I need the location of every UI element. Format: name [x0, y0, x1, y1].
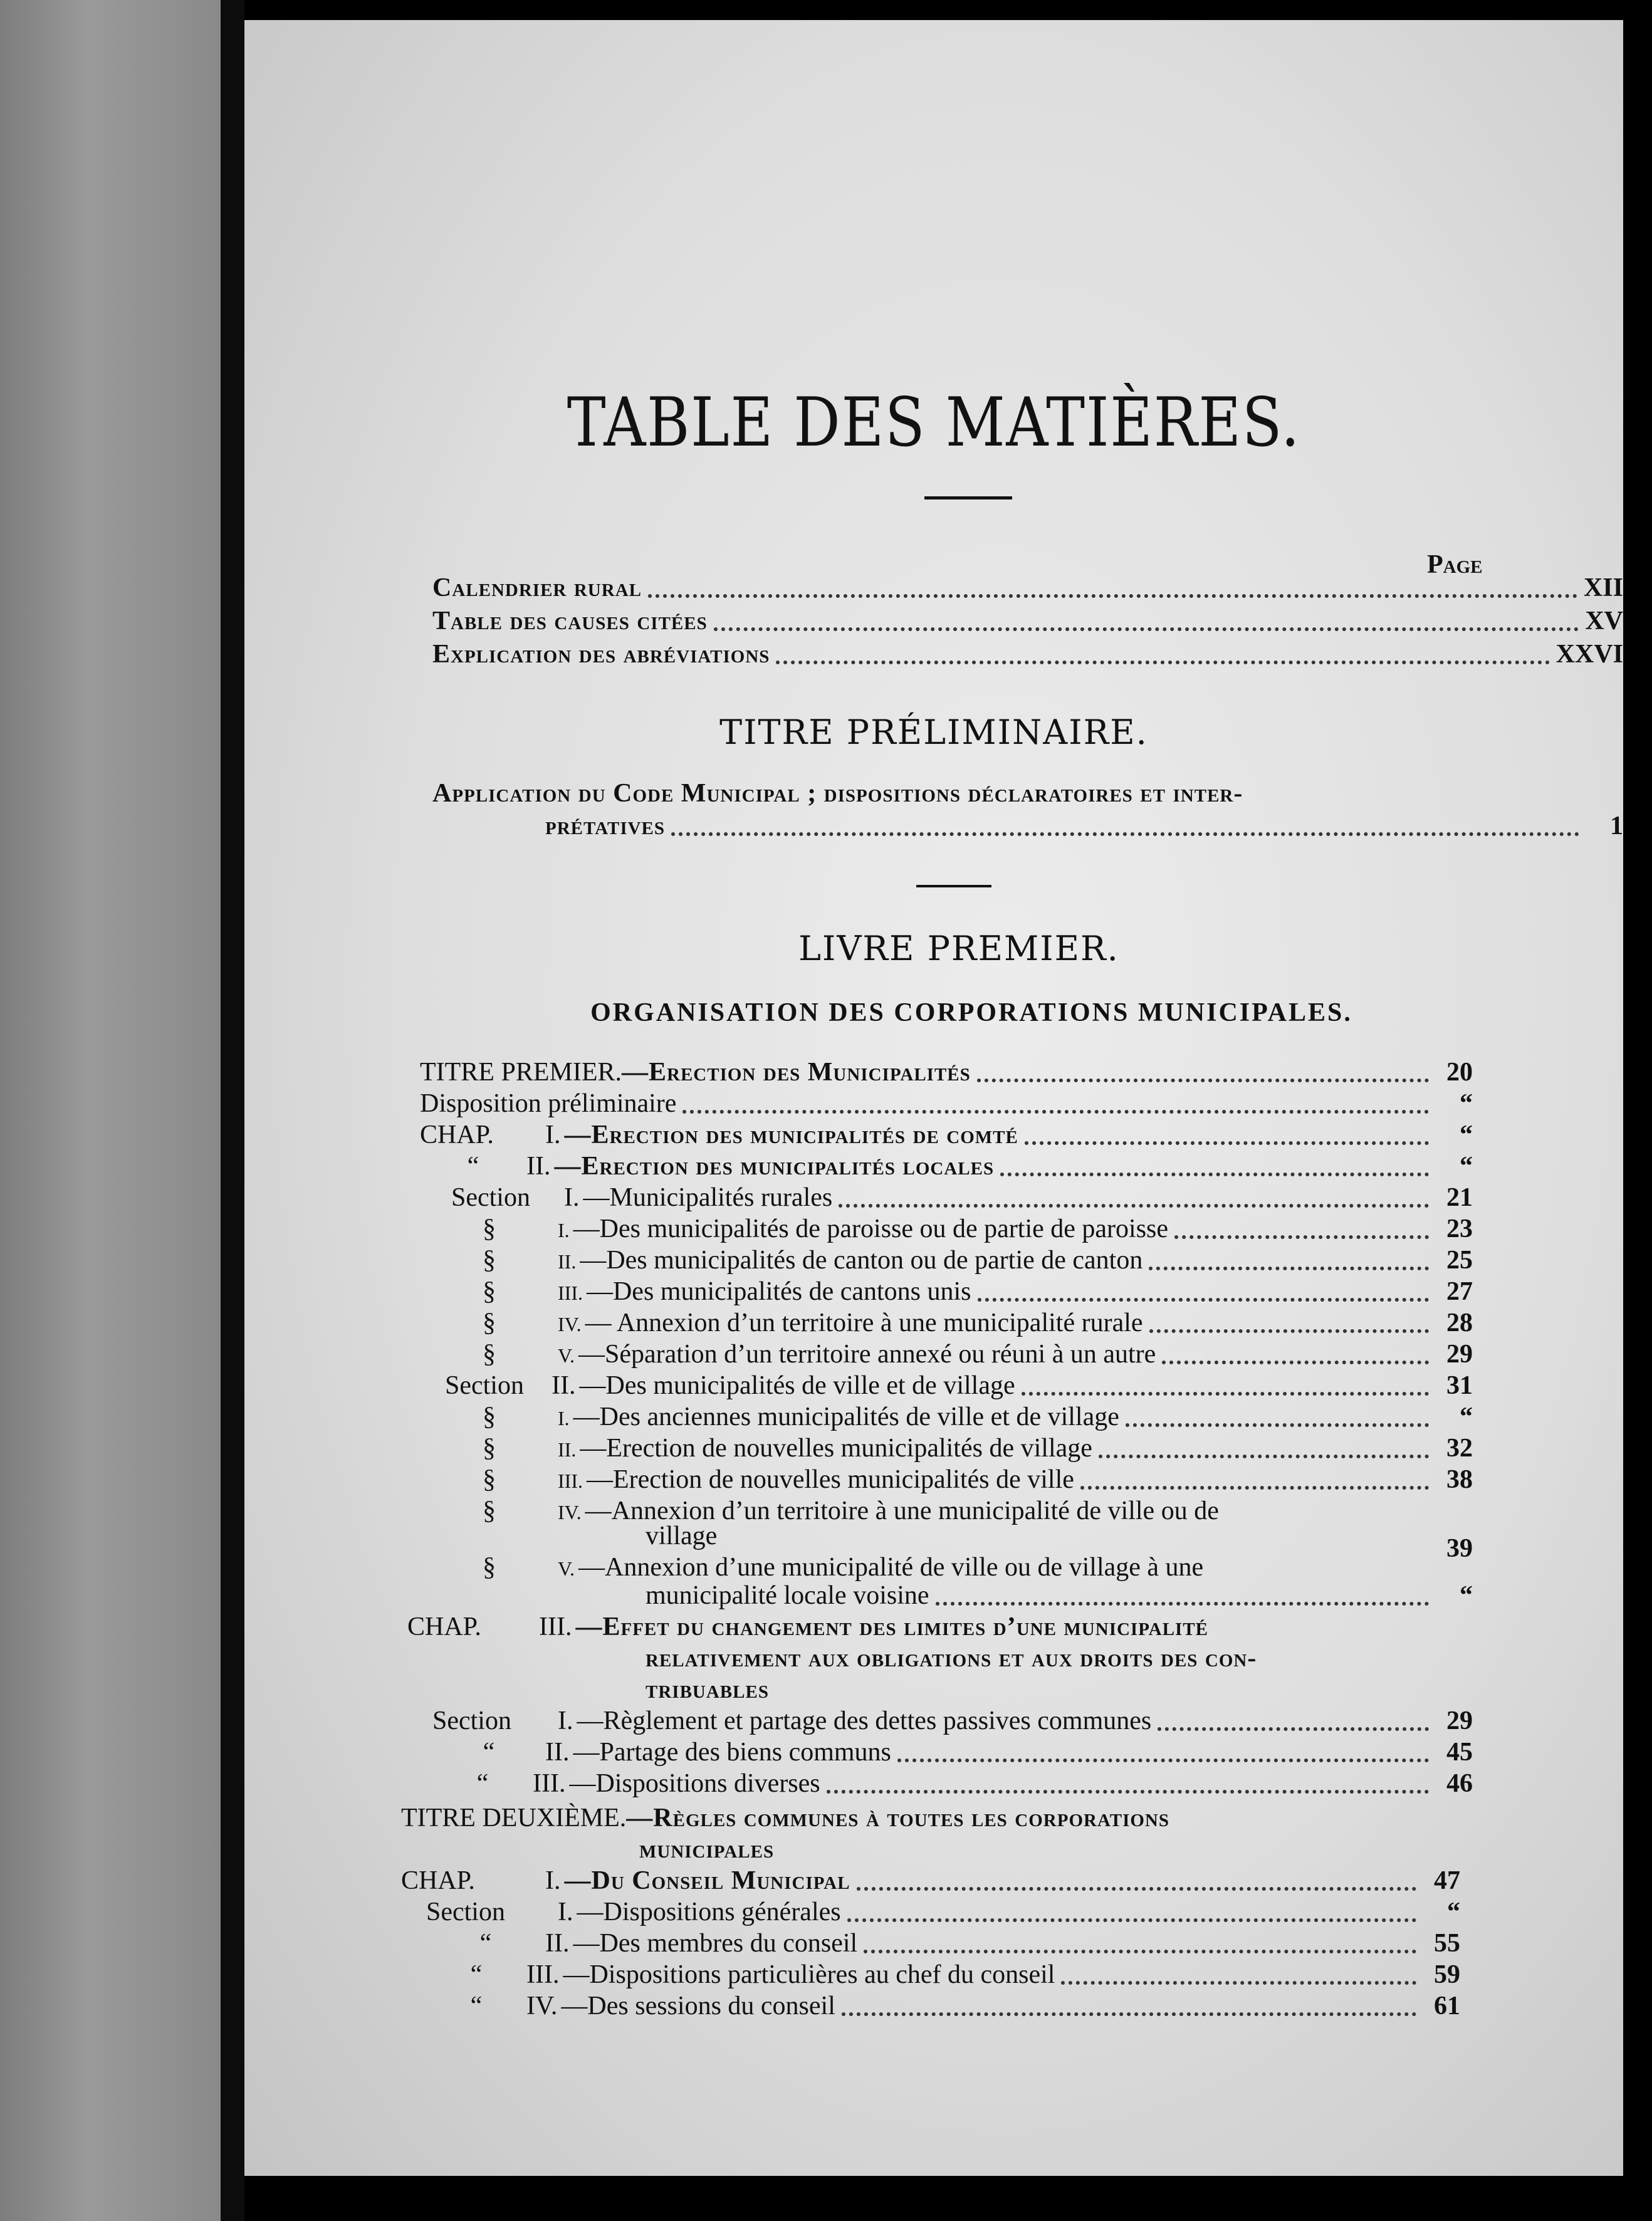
toc-paragraph-v-line1[interactable] — [483, 1552, 1203, 1582]
section-mark: § — [483, 1340, 496, 1369]
entry-text: —Des anciennes municipalités de ville et de village — [573, 1403, 1119, 1431]
toc-paragraph[interactable] — [483, 1277, 1473, 1308]
toc-paragraph-iv-line2: village — [646, 1522, 718, 1550]
entry-page: 39 — [1446, 1534, 1473, 1563]
entry-text: —Annexion d’un territoire à une municipalité de ville ou de — [585, 1497, 1219, 1525]
entry-text: —Effet du changement des limites d’une municipalité — [575, 1612, 1209, 1641]
toc-paragraph[interactable] — [483, 1245, 1473, 1277]
dot-leader — [1022, 1392, 1429, 1396]
dot-leader — [714, 627, 1579, 631]
entry-number: II. — [526, 1152, 551, 1181]
entry-text: —Erection des municipalités locales — [554, 1152, 995, 1181]
toc-paragraph-iv-line1[interactable] — [483, 1496, 1219, 1526]
page-title: TABLE DES MATIÈRES. — [567, 384, 1301, 462]
entry-label: prétatives — [545, 812, 666, 840]
dot-leader — [1158, 1727, 1429, 1731]
entry-page: 32 — [1446, 1434, 1473, 1463]
entry-label: Explication des abréviations — [432, 640, 770, 669]
entry-number: IV. — [558, 1313, 582, 1335]
dot-leader — [1174, 1235, 1429, 1239]
entry-page: XXVI — [1555, 640, 1623, 669]
entry-label: “ — [470, 1992, 483, 2020]
section-mark: § — [483, 1434, 496, 1463]
entry-text: —Partage des biens communs — [573, 1738, 891, 1767]
toc-entry-abreviations[interactable] — [432, 639, 1623, 671]
toc-paragraph[interactable] — [483, 1433, 1473, 1465]
entry-number: V. — [558, 1344, 575, 1367]
entry-label: “ — [476, 1769, 489, 1798]
entry-page: “ — [1460, 1581, 1473, 1610]
entry-page: 45 — [1446, 1738, 1473, 1767]
entry-page: 20 — [1446, 1058, 1473, 1087]
dot-leader — [839, 1204, 1429, 1208]
entry-text: —Dispositions générales — [577, 1898, 841, 1926]
section-mark: § — [483, 1553, 496, 1582]
dot-leader — [847, 1918, 1416, 1922]
section-mark: § — [483, 1497, 496, 1525]
entry-text: —Dispositions diverses — [569, 1769, 820, 1798]
entry-text: —Règlement et partage des dettes passives communes — [577, 1706, 1152, 1735]
section-rule — [916, 885, 991, 887]
entry-page: 46 — [1446, 1769, 1473, 1798]
entry-page: 21 — [1446, 1183, 1473, 1212]
dot-leader — [977, 1079, 1429, 1082]
dot-leader — [864, 1950, 1416, 1953]
toc-entry[interactable] — [426, 1960, 1460, 1991]
entry-number: II. — [558, 1438, 577, 1461]
entry-number: IV. — [526, 1992, 558, 2020]
livre-subheading: ORGANISATION DES CORPORATIONS MUNICIPALES. — [590, 998, 1352, 1027]
entry-number: III. — [533, 1769, 566, 1798]
entry-number: III. — [526, 1960, 560, 1989]
entry-page: 29 — [1446, 1706, 1473, 1735]
entry-text: —Des municipalités de paroisse ou de partie de paroisse — [573, 1215, 1169, 1243]
toc-entry-chap-1[interactable] — [420, 1120, 1473, 1151]
entry-number: III. — [558, 1470, 583, 1492]
titre-deuxieme-line2: municipales — [639, 1835, 775, 1864]
entry-text: —Séparation d’un territoire annexé ou réuni à un autre — [578, 1340, 1156, 1369]
dot-leader — [1149, 1267, 1429, 1270]
entry-page: “ — [1460, 1152, 1473, 1181]
entry-text: —Des sessions du conseil — [561, 1992, 835, 2020]
dot-leader — [1149, 1329, 1429, 1333]
entry-number: II. — [558, 1250, 577, 1273]
entry-label: TITRE DEUXIÈME. — [401, 1804, 627, 1832]
entry-text: —Des membres du conseil — [573, 1929, 858, 1958]
entry-text: —Erection de nouvelles municipalités de ville — [586, 1465, 1074, 1494]
dot-leader — [842, 2012, 1416, 2016]
toc-paragraph[interactable] — [483, 1308, 1473, 1339]
entry-text: —Des municipalités de canton ou de partie de canton — [580, 1246, 1143, 1275]
dot-leader — [978, 1298, 1429, 1302]
chap-3-line3: tribuables — [646, 1675, 769, 1704]
toc-entry-section-2[interactable] — [445, 1371, 1473, 1402]
entry-page: “ — [1460, 1403, 1473, 1431]
dot-leader — [1080, 1486, 1429, 1490]
toc-entry[interactable] — [432, 1737, 1473, 1769]
titre-preliminaire-heading: TITRE PRÉLIMINAIRE. — [719, 713, 1148, 752]
toc-entry-chap-conseil[interactable] — [401, 1866, 1460, 1897]
entry-text: —Des municipalités de ville et de village — [579, 1371, 1015, 1400]
entry-label: Section — [445, 1371, 524, 1400]
chap-3-line2: relativement aux obligations et aux droits des con- — [646, 1644, 1257, 1673]
entry-text: —Dispositions particulières au chef du conseil — [563, 1960, 1055, 1989]
entry-label: “ — [479, 1929, 492, 1958]
document-page — [244, 20, 1623, 2176]
entry-text: —Erection de nouvelles municipalités de village — [580, 1434, 1092, 1463]
section-mark: § — [483, 1403, 496, 1431]
entry-page: 55 — [1434, 1929, 1460, 1958]
entry-text: municipalité locale voisine — [646, 1581, 929, 1610]
toc-entry-titre-deuxieme[interactable] — [401, 1803, 1169, 1833]
entry-number: II. — [545, 1929, 570, 1958]
toc-paragraph[interactable] — [483, 1402, 1473, 1433]
toc-paragraph[interactable] — [483, 1214, 1473, 1245]
dot-leader — [682, 1110, 1429, 1114]
entry-page: “ — [1460, 1089, 1473, 1118]
dot-leader — [776, 661, 1549, 664]
entry-number: I. — [558, 1219, 570, 1241]
dot-leader — [648, 594, 1577, 598]
entry-text: —Annexion d’une municipalité de ville ou de village à une — [578, 1553, 1204, 1582]
toc-entry-titre-premier[interactable] — [420, 1057, 1473, 1089]
entry-text: — Annexion d’un territoire à une municipalité rurale — [585, 1309, 1143, 1337]
entry-label: Section — [451, 1183, 530, 1212]
section-mark: § — [483, 1465, 496, 1494]
entry-page: 23 — [1446, 1215, 1473, 1243]
entry-label: CHAP. — [420, 1121, 494, 1149]
dot-leader — [936, 1602, 1429, 1606]
entry-label: “ — [483, 1738, 495, 1767]
entry-label: Disposition préliminaire — [420, 1089, 677, 1118]
toc-paragraph-v-line2[interactable] — [646, 1581, 1473, 1612]
titre-prelim-line1: Application du Code Municipal ; dispositions déclaratoires et inter- — [432, 779, 1243, 808]
entry-number: I. — [545, 1121, 561, 1149]
toc-entry[interactable] — [426, 1897, 1460, 1928]
title-rule — [924, 496, 1012, 499]
entry-number: I. — [545, 1866, 561, 1895]
entry-page: XII — [1583, 573, 1623, 602]
entry-number: II. — [552, 1371, 576, 1400]
entry-page: “ — [1447, 1898, 1460, 1926]
entry-label: “ — [470, 1960, 483, 1989]
entry-page: 31 — [1446, 1371, 1473, 1400]
toc-paragraph[interactable] — [483, 1465, 1473, 1496]
entry-page: 47 — [1434, 1866, 1460, 1895]
toc-entry-chap-2[interactable] — [420, 1151, 1473, 1183]
toc-entry-calendrier[interactable] — [432, 573, 1623, 604]
entry-number: I. — [564, 1183, 580, 1212]
toc-entry-application[interactable] — [545, 811, 1623, 842]
dot-leader — [827, 1790, 1429, 1794]
entry-number: I. — [558, 1898, 573, 1926]
entry-label: Table des causes citées — [432, 607, 708, 635]
toc-entry-section-1[interactable] — [451, 1183, 1473, 1214]
entry-label: “ — [467, 1152, 479, 1181]
entry-number: IV. — [558, 1501, 582, 1523]
entry-page: 59 — [1434, 1960, 1460, 1989]
dot-leader — [1000, 1173, 1429, 1176]
toc-entry[interactable] — [432, 1769, 1473, 1800]
toc-paragraph[interactable] — [483, 1339, 1473, 1371]
dot-leader — [671, 832, 1579, 836]
entry-page: 25 — [1446, 1246, 1473, 1275]
section-mark: § — [483, 1246, 496, 1275]
entry-label: Calendrier rural — [432, 573, 642, 602]
dot-leader — [857, 1887, 1416, 1891]
entry-label: TITRE PREMIER. — [420, 1058, 622, 1087]
dot-leader — [1126, 1423, 1429, 1427]
dot-leader — [1162, 1361, 1429, 1364]
page-column-header: Page — [1427, 550, 1483, 579]
entry-text: —Des municipalités de cantons unis — [586, 1277, 971, 1306]
livre-heading: LIVRE PREMIER. — [798, 929, 1119, 968]
toc-entry[interactable] — [432, 1706, 1473, 1737]
entry-text: —Règles communes à toutes les corporations — [626, 1804, 1170, 1832]
dot-leader — [1025, 1141, 1429, 1145]
toc-entry-chap-3[interactable] — [407, 1612, 1208, 1642]
dot-leader — [1061, 1981, 1416, 1985]
entry-number: II. — [545, 1738, 570, 1767]
section-mark: § — [483, 1309, 496, 1337]
entry-text: —Erection des municipalités de comté — [564, 1121, 1018, 1149]
entry-text: —Du Conseil Municipal — [564, 1866, 850, 1895]
dot-leader — [897, 1759, 1429, 1762]
section-mark: § — [483, 1215, 496, 1243]
entry-label: CHAP. — [407, 1612, 481, 1641]
entry-page: 29 — [1446, 1340, 1473, 1369]
entry-label: Section — [432, 1706, 511, 1735]
entry-page: 38 — [1446, 1465, 1473, 1494]
entry-page: 1 — [1610, 812, 1623, 840]
entry-page: 27 — [1446, 1277, 1473, 1306]
entry-page: 61 — [1434, 1992, 1460, 2020]
entry-label: Section — [426, 1898, 505, 1926]
entry-page: 28 — [1446, 1309, 1473, 1337]
book-gutter — [221, 0, 244, 2221]
entry-page: “ — [1460, 1121, 1473, 1149]
entry-number: I. — [558, 1706, 573, 1735]
entry-number: III. — [539, 1612, 572, 1641]
entry-text: —Erection des Municipalités — [622, 1058, 971, 1087]
entry-number: III. — [558, 1282, 583, 1304]
facing-page-edge — [0, 0, 221, 2221]
entry-label: CHAP. — [401, 1866, 475, 1895]
entry-page: XV — [1585, 607, 1623, 635]
toc-entry-disposition[interactable] — [420, 1089, 1473, 1120]
section-mark: § — [483, 1277, 496, 1306]
toc-entry[interactable] — [426, 1928, 1460, 1960]
toc-entry[interactable] — [426, 1991, 1460, 2022]
entry-text: —Municipalités rurales — [583, 1183, 833, 1212]
dot-leader — [1099, 1455, 1429, 1458]
entry-number: V. — [558, 1557, 575, 1580]
toc-entry-causes[interactable] — [432, 606, 1623, 637]
entry-number: I. — [558, 1407, 570, 1429]
